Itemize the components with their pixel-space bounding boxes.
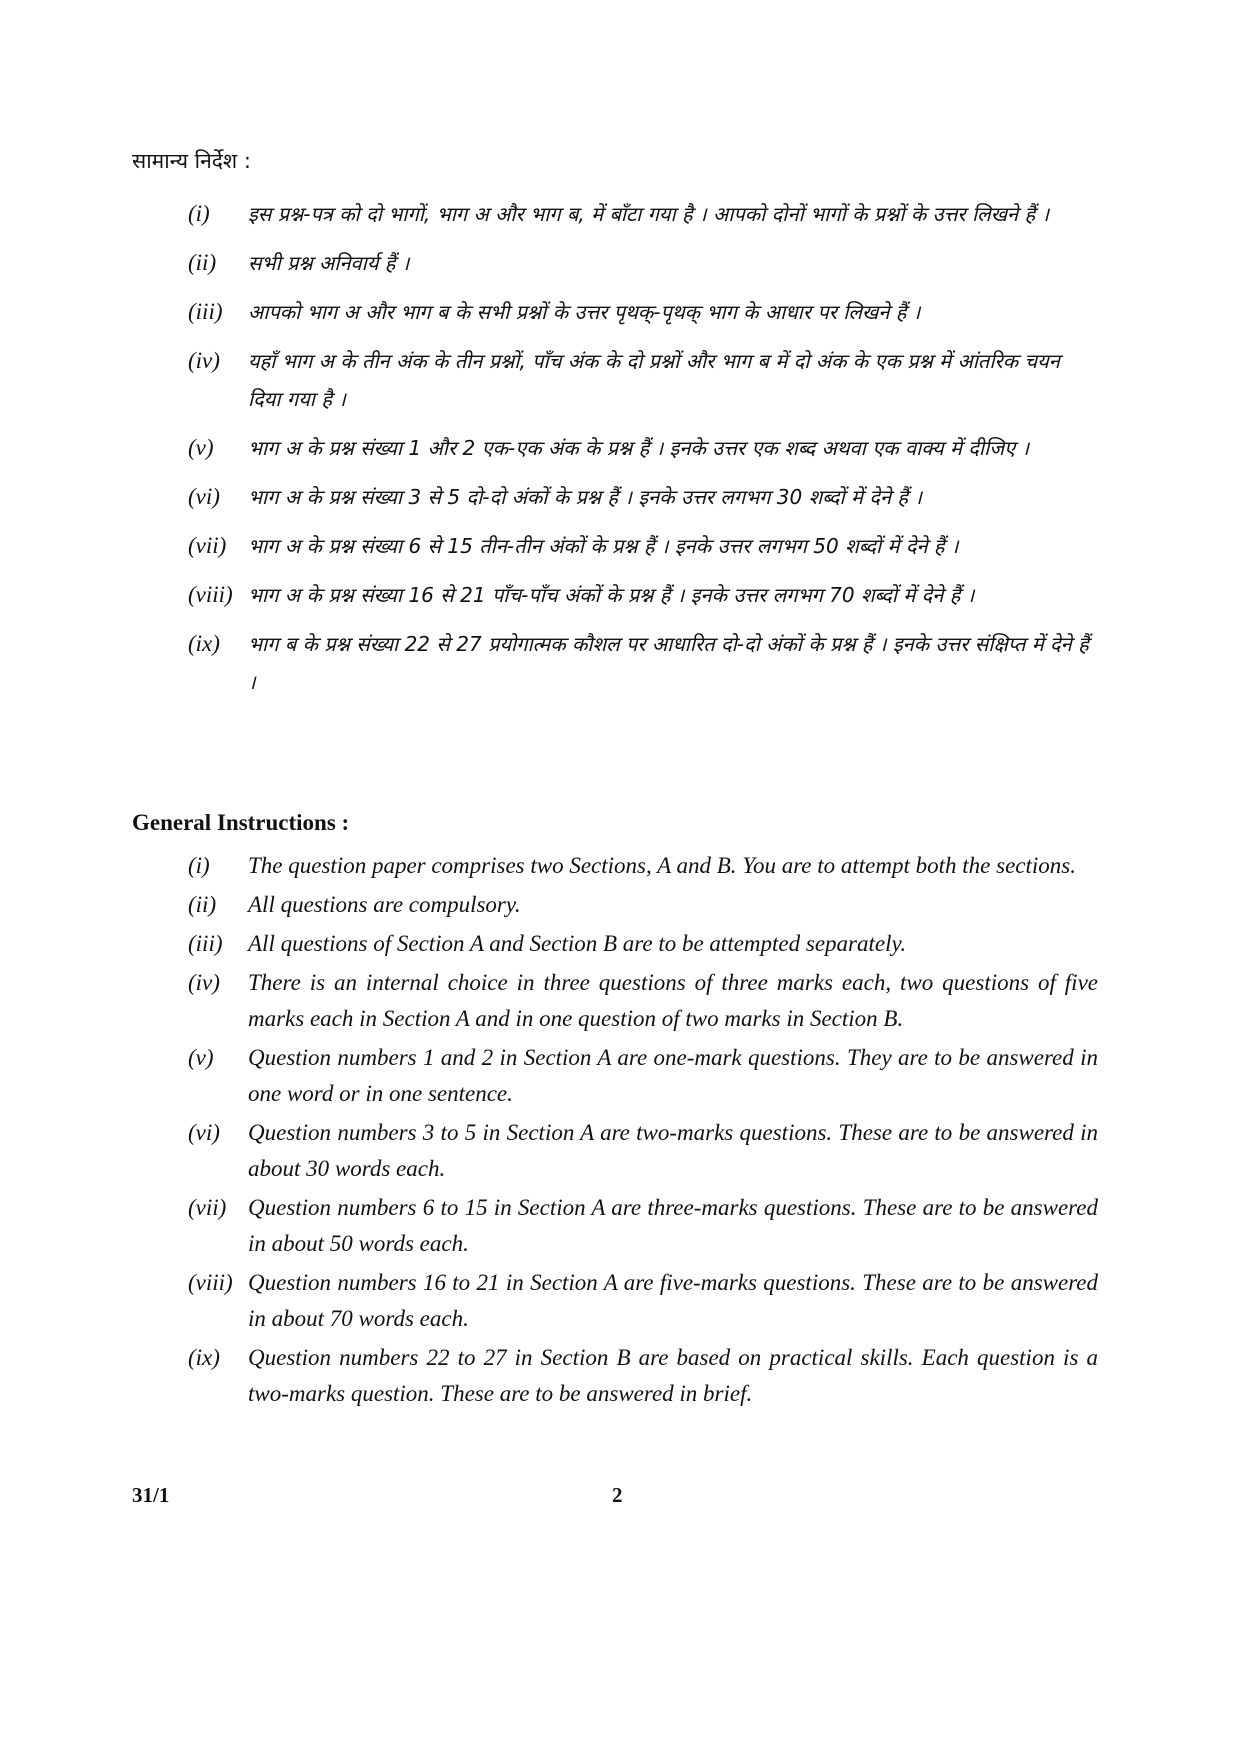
item-text: भाग अ के प्रश्न संख्या 1 और 2 एक-एक अंक के प्रश्न हैं । इनके उत्तर एक शब्द अथवा एक वाक्य में दीजिए । [248, 436, 1030, 460]
hindi-instructions-list [188, 195, 1098, 712]
list-item [188, 1340, 1098, 1412]
list-item [188, 1115, 1098, 1187]
item-text: भाग अ के प्रश्न संख्या 3 से 5 दो-दो अंकों के प्रश्न हैं । इनके उत्तर लगभग 30 शब्दों में देने हैं । [248, 485, 922, 509]
item-text: Question numbers 1 and 2 in Section A are one-mark questions. They are to be answered in one word or in one sentence. [248, 1045, 1098, 1106]
item-number: (v) [188, 1045, 214, 1070]
item-text: All questions of Section A and Section B are to be attempted separately. [248, 931, 907, 956]
item-number: (ii) [188, 250, 217, 275]
item-number: (ix) [188, 1345, 220, 1370]
list-item [188, 625, 1098, 701]
item-text: The question paper comprises two Sections, A and B. You are to attempt both the sections. [248, 853, 1076, 878]
list-item [188, 576, 1098, 614]
item-number: (i) [188, 201, 210, 226]
item-number: (v) [188, 435, 214, 460]
item-number: (viii) [188, 582, 233, 607]
list-item [188, 195, 1098, 233]
list-item [188, 1040, 1098, 1112]
english-instructions-list [188, 848, 1098, 1415]
list-item [188, 342, 1098, 418]
item-text: Question numbers 3 to 5 in Section A are two-marks questions. These are to be answered in about 30 words each. [248, 1120, 1098, 1181]
item-number: (i) [188, 853, 210, 878]
list-item [188, 293, 1098, 331]
item-text: There is an internal choice in three questions of three marks each, two questions of five marks each in Section A and in one question of two marks in Section B. [248, 970, 1098, 1031]
item-text: भाग अ के प्रश्न संख्या 6 से 15 तीन-तीन अंकों के प्रश्न हैं । इनके उत्तर लगभग 50 शब्दों में देने हैं । [248, 534, 959, 558]
item-number: (viii) [188, 1270, 233, 1295]
item-number: (vi) [188, 484, 220, 509]
list-item [188, 887, 1098, 923]
item-text: इस प्रश्न-पत्र को दो भागों, भाग अ और भाग ब, में बाँटा गया है । आपको दोनों भागों के प्रश्नों के उत्तर लिखने हैं । [248, 202, 1050, 226]
list-item [188, 848, 1098, 884]
item-number: (iv) [188, 348, 220, 373]
item-number: (iii) [188, 931, 223, 956]
item-number: (vii) [188, 533, 227, 558]
item-text: भाग ब के प्रश्न संख्या 22 से 27 प्रयोगात्मक कौशल पर आधारित दो-दो अंकों के प्रश्न हैं । इनके उत्तर संक्षिप्त में देने हैं । [248, 632, 1089, 694]
item-text: Question numbers 16 to 21 in Section A are five-marks questions. These are to be answered in about 70 words each. [248, 1270, 1098, 1331]
item-text: All questions are compulsory. [248, 892, 521, 917]
hindi-instructions-heading: सामान्य निर्देश : [132, 149, 251, 173]
general-instructions-heading: General Instructions : [132, 810, 350, 835]
item-number: (vii) [188, 1195, 227, 1220]
item-number: (ii) [188, 892, 217, 917]
item-text: Question numbers 22 to 27 in Section B are based on practical skills. Each question is a two-marks question. These are to be answered in brief. [248, 1345, 1098, 1406]
paper-code: 31/1 [132, 1483, 170, 1507]
list-item [188, 244, 1098, 282]
item-text: भाग अ के प्रश्न संख्या 16 से 21 पाँच-पाँच अंकों के प्रश्न हैं । इनके उत्तर लगभग 70 शब्दों में देने हैं । [248, 583, 975, 607]
page-number: 2 [612, 1483, 623, 1507]
item-text: यहाँ भाग अ के तीन अंक के तीन प्रश्नों, पाँच अंक के दो प्रश्नों और भाग ब में दो अंक के एक प्रश्न में आंतरिक चयन दिया गया है । [248, 349, 1060, 411]
item-text: आपको भाग अ और भाग ब के सभी प्रश्नों के उत्तर पृथक्-पृथक् भाग के आधार पर लिखने हैं । [248, 300, 921, 324]
item-number: (iii) [188, 299, 223, 324]
item-number: (iv) [188, 970, 220, 995]
list-item [188, 926, 1098, 962]
list-item [188, 429, 1098, 467]
list-item [188, 1190, 1098, 1262]
list-item [188, 965, 1098, 1037]
list-item [188, 527, 1098, 565]
item-text: सभी प्रश्न अनिवार्य हैं । [248, 251, 410, 275]
list-item [188, 478, 1098, 516]
item-number: (vi) [188, 1120, 220, 1145]
item-number: (ix) [188, 631, 220, 656]
item-text: Question numbers 6 to 15 in Section A are three-marks questions. These are to be answered in about 50 words each. [248, 1195, 1098, 1256]
list-item [188, 1265, 1098, 1337]
